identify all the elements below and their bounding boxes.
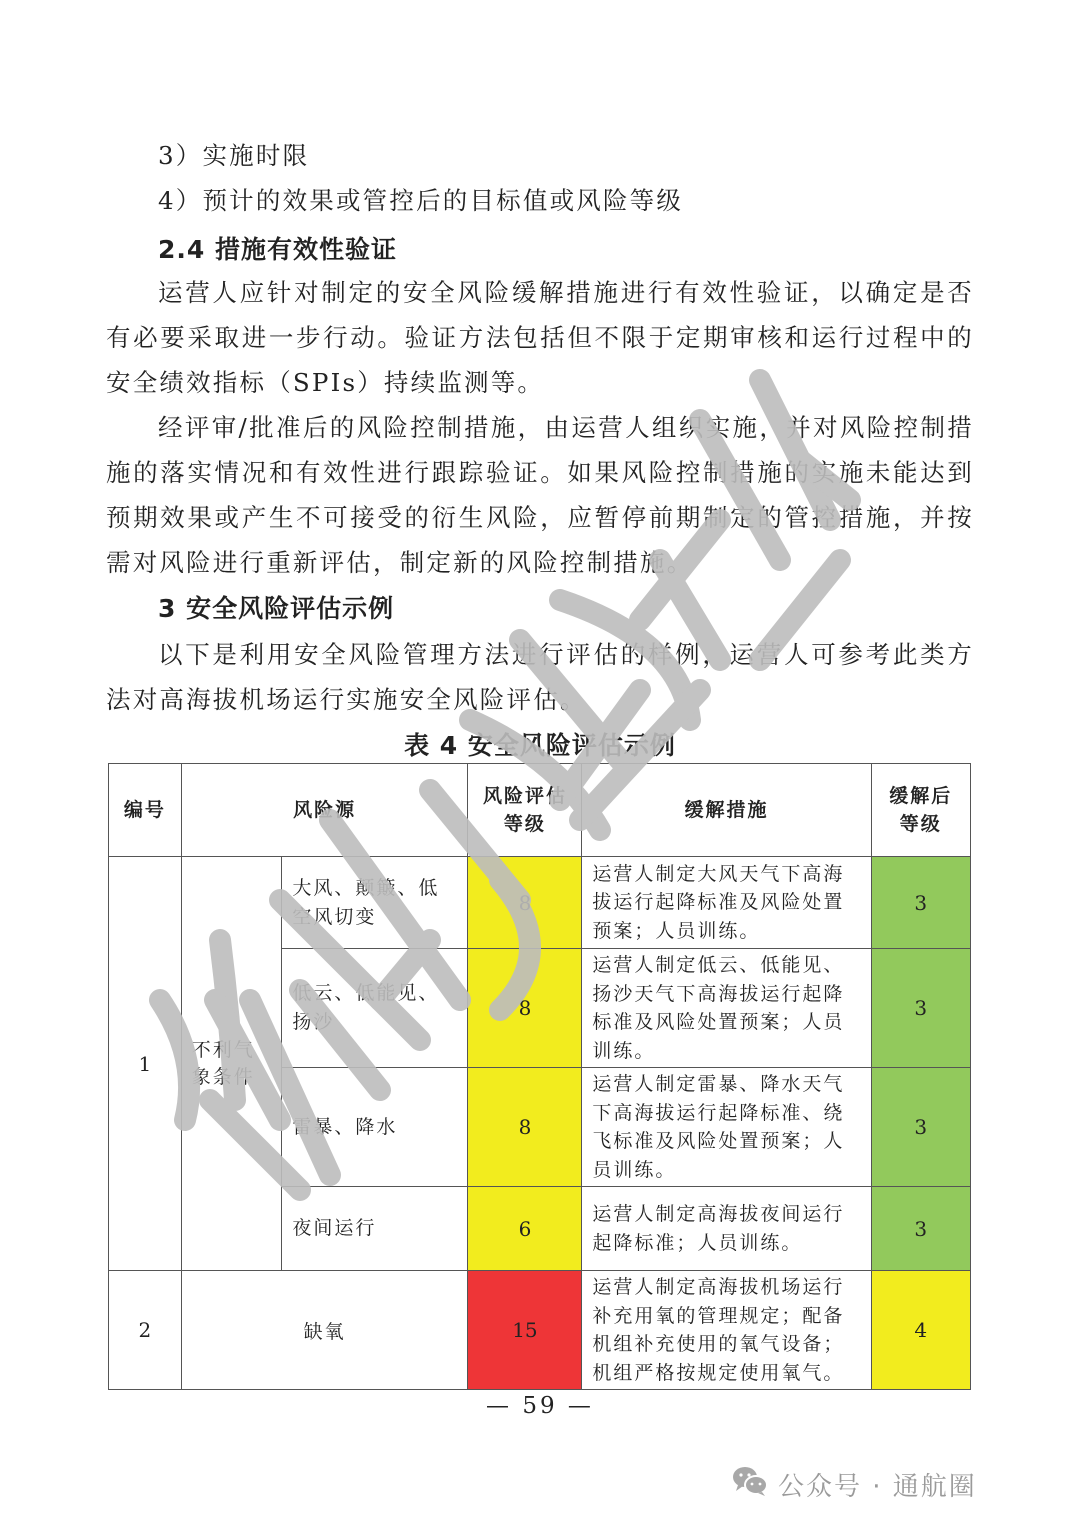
row-number: 1 [109, 857, 182, 1271]
post-level-cell: 3 [871, 1187, 970, 1271]
header-risk-source: 风险源 [181, 764, 468, 857]
risk-level-cell: 15 [468, 1271, 582, 1390]
risk-category: 不利气象条件 [181, 857, 282, 1271]
header-post-level-text: 缓解后等级 [889, 785, 953, 835]
risk-level-cell: 8 [468, 857, 582, 949]
risk-source: 大风、颠簸、低空风切变 [282, 857, 468, 949]
risk-assessment-table [108, 763, 971, 1390]
post-level-cell: 3 [871, 1068, 970, 1187]
paragraph: 经评审/批准后的风险控制措施，由运营人组织实施，并对风险控制措施的落实情况和有效性进行跟踪验证。如果风险控制措施的实施未能达到预期效果或产生不可接受的衍生风险，应暂停前期制定的管控措施，并按需对风险进行重新评估，制定新的风险控制措施。 [106, 413, 974, 577]
risk-source: 夜间运行 [282, 1187, 468, 1271]
mitigation-cell: 运营人制定大风天气下高海拔运行起降标准及风险处置预案；人员训练。 [582, 857, 871, 949]
risk-level-cell: 6 [468, 1187, 582, 1271]
header-risk-level-text: 风险评估等级 [482, 785, 567, 835]
list-item-3 [106, 133, 974, 178]
header-number: 编号 [109, 764, 182, 857]
risk-level-cell: 8 [468, 1068, 582, 1187]
section-heading-3: 3 安全风险评估示例 [158, 594, 395, 623]
risk-source: 雷暴、降水 [282, 1068, 468, 1187]
risk-source: 缺氧 [181, 1271, 468, 1390]
paragraph: 以下是利用安全风险管理方法进行评估的样例，运营人可参考此类方法对高海拔机场运行实施安全风险评估。 [106, 640, 974, 714]
post-level-cell: 3 [871, 857, 970, 949]
wechat-account-label: 公众号 · 通航圈 [778, 1472, 977, 1502]
risk-level-cell: 8 [468, 949, 582, 1068]
page-number: — 59 — [486, 1393, 594, 1419]
row-number: 2 [109, 1271, 182, 1390]
wechat-account-badge [732, 1465, 977, 1504]
mitigation-cell: 运营人制定高海拔夜间运行起降标准；人员训练。 [582, 1187, 871, 1271]
header-risk-level [468, 764, 582, 857]
header-mitigation: 缓解措施 [582, 764, 871, 857]
table-row [109, 857, 971, 949]
header-post-level [871, 764, 970, 857]
mitigation-cell: 运营人制定高海拔机场运行补充用氧的管理规定；配备机组补充使用的氧气设备；机组严格按规定使用氧气。 [582, 1271, 871, 1390]
mitigation-cell: 运营人制定雷暴、降水天气下高海拔运行起降标准、绕飞标准及风险处置预案；人员训练。 [582, 1068, 871, 1187]
table-row [109, 1271, 971, 1390]
table-header-row [109, 764, 971, 857]
section-heading-2-4: 2.4 措施有效性验证 [158, 235, 397, 264]
table-caption: 表 4 安全风险评估示例 [404, 731, 676, 760]
paragraph: 运营人应针对制定的安全风险缓解措施进行有效性验证，以确定是否有必要采取进一步行动。验证方法包括但不限于定期审核和运行过程中的安全绩效指标（SPIs）持续监测等。 [106, 278, 974, 397]
post-level-cell: 4 [871, 1271, 970, 1390]
list-item-4 [106, 178, 974, 223]
list-item-text: 4）预计的效果或管控后的目标值或风险等级 [158, 186, 684, 215]
risk-source: 低云、低能见、扬沙 [282, 949, 468, 1068]
post-level-cell: 3 [871, 949, 970, 1068]
list-item-text: 3）实施时限 [158, 141, 310, 170]
wechat-icon [732, 1465, 768, 1504]
mitigation-cell: 运营人制定低云、低能见、扬沙天气下高海拔运行起降标准及风险处置预案；人员训练。 [582, 949, 871, 1068]
